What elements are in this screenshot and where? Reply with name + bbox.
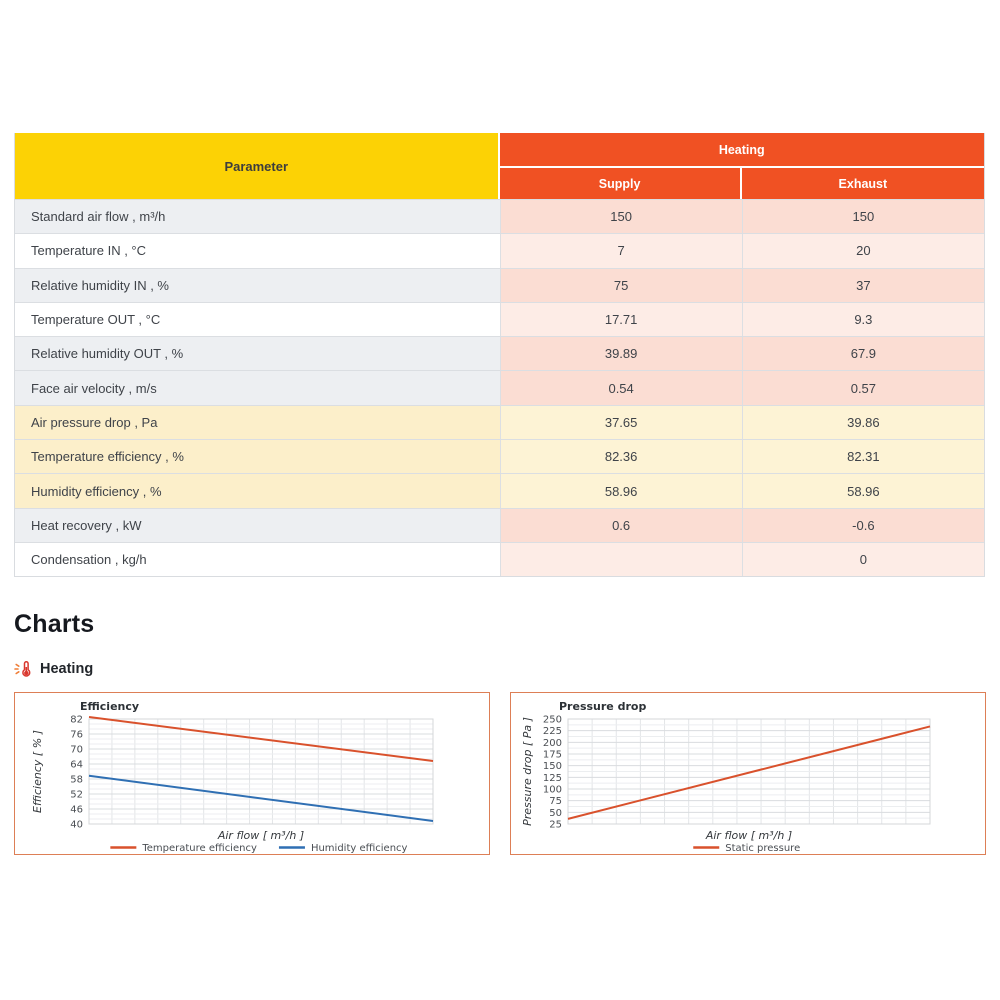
svg-text:64: 64 (70, 759, 83, 771)
exhaust-value: 150 (742, 200, 984, 233)
supply-value: 75 (500, 269, 742, 302)
svg-text:175: 175 (542, 749, 562, 761)
row-label: Humidity efficiency , % (15, 474, 500, 507)
heating-group-header: Heating (500, 133, 985, 168)
table-row (15, 268, 984, 302)
supply-value: 17.71 (500, 303, 742, 336)
table-row (15, 473, 984, 507)
svg-text:75: 75 (549, 796, 562, 808)
svg-text:150: 150 (542, 761, 562, 773)
pressure-drop-chart-panel (510, 692, 986, 855)
exhaust-value: 20 (742, 234, 984, 267)
supply-value: 39.89 (500, 337, 742, 370)
supply-value: 58.96 (500, 474, 742, 507)
svg-text:25: 25 (549, 819, 562, 831)
table-row (15, 336, 984, 370)
svg-text:200: 200 (542, 737, 562, 749)
svg-text:Air flow [ m³/h ]: Air flow [ m³/h ] (217, 829, 305, 842)
table-row (15, 302, 984, 336)
row-label: Standard air flow , m³/h (15, 200, 500, 233)
exhaust-value: 0.57 (742, 371, 984, 404)
exhaust-value: 67.9 (742, 337, 984, 370)
chart-canvas (511, 693, 985, 854)
table-row (15, 199, 984, 233)
table-header (15, 133, 984, 199)
row-label: Face air velocity , m/s (15, 371, 500, 404)
thermometer-sun-icon (13, 659, 33, 679)
row-label: Relative humidity IN , % (15, 269, 500, 302)
charts-section-title: Charts (14, 610, 95, 638)
svg-text:Air flow [ m³/h ]: Air flow [ m³/h ] (705, 829, 793, 842)
chart-canvas (15, 693, 489, 854)
efficiency-chart-panel (14, 692, 490, 855)
svg-text:250: 250 (542, 714, 562, 726)
exhaust-value: 82.31 (742, 440, 984, 473)
table-row (15, 508, 984, 542)
svg-text:100: 100 (542, 784, 562, 796)
exhaust-column-header: Exhaust (742, 168, 984, 199)
exhaust-value: 37 (742, 269, 984, 302)
row-label: Air pressure drop , Pa (15, 406, 500, 439)
table-body (15, 199, 984, 576)
table-row (15, 370, 984, 404)
row-label: Condensation , kg/h (15, 543, 500, 576)
svg-text:82: 82 (70, 714, 83, 726)
row-label: Temperature efficiency , % (15, 440, 500, 473)
table-row (15, 233, 984, 267)
svg-text:58: 58 (70, 774, 83, 786)
svg-text:Humidity efficiency: Humidity efficiency (310, 843, 408, 854)
parameters-table (14, 133, 985, 577)
svg-text:52: 52 (70, 789, 83, 801)
supply-value: 0.54 (500, 371, 742, 404)
supply-column-header: Supply (500, 168, 742, 199)
svg-text:Efficiency: Efficiency (80, 700, 140, 713)
row-label: Heat recovery , kW (15, 509, 500, 542)
row-label: Temperature IN , °C (15, 234, 500, 267)
exhaust-value: 39.86 (742, 406, 984, 439)
svg-text:Pressure drop: Pressure drop (559, 700, 647, 713)
svg-text:Pressure drop [ Pa ]: Pressure drop [ Pa ] (521, 717, 534, 826)
supply-value: 0.6 (500, 509, 742, 542)
svg-text:46: 46 (70, 804, 83, 816)
supply-value: 150 (500, 200, 742, 233)
row-label: Temperature OUT , °C (15, 303, 500, 336)
exhaust-value: 9.3 (742, 303, 984, 336)
heating-charts-group (13, 659, 93, 679)
supply-value: 7 (500, 234, 742, 267)
supply-value: 37.65 (500, 406, 742, 439)
svg-text:125: 125 (542, 772, 562, 784)
svg-text:76: 76 (70, 729, 83, 741)
svg-text:225: 225 (542, 726, 562, 738)
svg-text:Temperature efficiency: Temperature efficiency (142, 843, 257, 854)
svg-text:70: 70 (70, 744, 83, 756)
svg-text:Static pressure: Static pressure (725, 843, 801, 854)
supply-value (500, 543, 742, 576)
exhaust-value: -0.6 (742, 509, 984, 542)
parameter-column-header: Parameter (15, 133, 500, 199)
svg-text:Efficiency [ % ]: Efficiency [ % ] (31, 730, 44, 813)
table-row (15, 542, 984, 576)
svg-text:40: 40 (70, 819, 83, 831)
row-label: Relative humidity OUT , % (15, 337, 500, 370)
table-row (15, 405, 984, 439)
exhaust-value: 58.96 (742, 474, 984, 507)
exhaust-value: 0 (742, 543, 984, 576)
table-row (15, 439, 984, 473)
heating-charts-group-label: Heating (40, 661, 94, 677)
svg-text:50: 50 (549, 807, 562, 819)
supply-value: 82.36 (500, 440, 742, 473)
